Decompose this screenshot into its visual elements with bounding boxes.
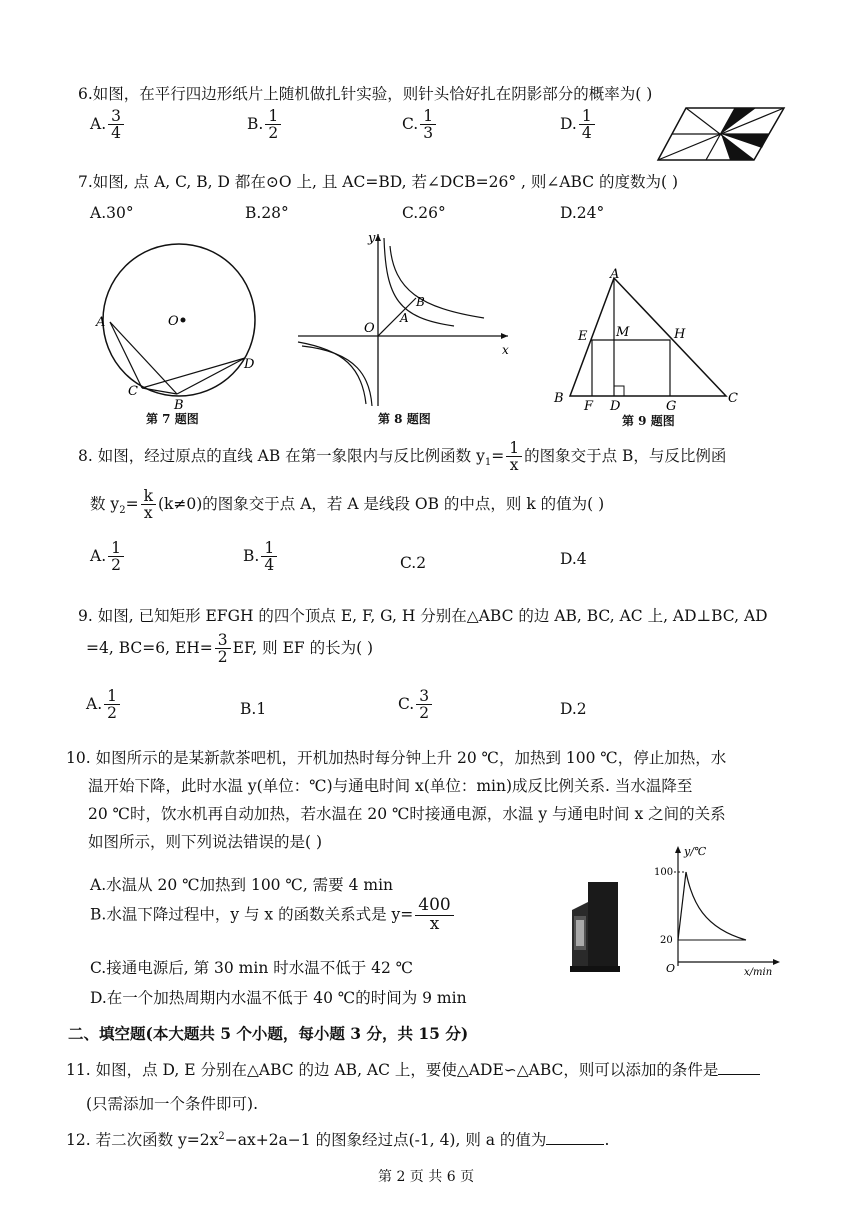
- q6-option-d: D. $\frac{1}{4}$: [560, 108, 597, 142]
- q6-stem: 6.如图，在平行四边形纸片上随机做扎针实验，则针头恰好扎在阴影部分的概率为( ): [78, 85, 653, 103]
- fig8-hyperbola-diagram: [294, 228, 516, 410]
- page-footer: 第 2 页 共 6 页: [378, 1169, 475, 1185]
- q9-line1: 9. 如图, 已知矩形 EFGH 的四个顶点 E, F, G, H 分别在△ABC 的边 AB, BC, AC 上, AD⊥BC, AD: [78, 607, 768, 625]
- q11-line1: 11. 如图，点 D, E 分别在△ABC 的边 AB, AC 上，要使△ADE∽△ABC，则可以添加的条件是: [66, 1058, 760, 1080]
- q10-option-b: B.水温下降过程中，y 与 x 的函数关系式是 y= $\frac{400}{x}$: [90, 897, 456, 934]
- q9-option-c: C. $\frac{3}{2}$: [398, 688, 434, 722]
- q8-line2: 数 $y_2=$ $\frac{k}{x}$ (k≠0)的图象交于点 A，若 A 是线段 OB 的中点，则 k 的值为( ): [90, 487, 605, 523]
- fig7-label-b: B: [174, 398, 184, 413]
- q9-line2: =4, BC=6, EH= $\frac{3}{2}$ EF, 则 EF 的长为( ): [86, 631, 374, 667]
- q10-line1: 10. 如图所示的是某新款茶吧机，开机加热时每分钟上升 20 ℃，加热到 100 ℃，停止加热，水: [66, 749, 727, 767]
- fig9-label-b: B: [554, 391, 564, 406]
- fig7-circle-diagram: [92, 236, 272, 426]
- fig8-label-b: B: [416, 295, 425, 309]
- q10-option-a: A.水温从 20 ℃加热到 100 ℃, 需要 4 min: [90, 876, 394, 894]
- fig9-label-e: E: [578, 329, 588, 344]
- q8-option-c: C.2: [400, 554, 427, 572]
- fig10-tick-20: 20: [660, 935, 673, 946]
- fig7-label-a: A: [96, 315, 106, 330]
- fig7-label-d: D: [244, 357, 255, 372]
- fig8-caption: 第 8 题图: [378, 412, 431, 426]
- q10-option-d: D.在一个加热周期内水温不低于 40 ℃的时间为 9 min: [90, 989, 467, 1007]
- q11-answer-blank[interactable]: [718, 1074, 760, 1075]
- fig7-label-c: C: [128, 384, 138, 399]
- tea-machine-image: [566, 880, 622, 974]
- q6-option-a: A. $\frac{3}{4}$: [90, 108, 126, 142]
- q7-stem: 7.如图, 点 A, C, B, D 都在⊙O 上, 且 AC=BD, 若∠DCB=26° , 则∠ABC 的度数为( ): [78, 173, 679, 191]
- fig9-label-d: D: [610, 399, 621, 412]
- q8-line1: 8. 如图，经过原点的直线 AB 在第一象限内与反比例函数 $y_1=$ $\frac{1}{x}$ 的图象交于点 B，与反比例函: [78, 439, 727, 475]
- fig10-ylabel: y/℃: [684, 845, 707, 858]
- fig8-label-a: A: [400, 311, 409, 325]
- fig8-label-o: O: [364, 321, 375, 336]
- fig9-label-f: F: [584, 399, 594, 412]
- fig9-label-m: M: [616, 325, 630, 340]
- q11-line2: (只需添加一个条件即可).: [86, 1095, 259, 1113]
- fig7-caption: 第 7 题图: [146, 412, 199, 426]
- q10-line3: 20 ℃时，饮水机再自动加热，若水温在 20 ℃时接通电源，水温 y 与通电时间 x 之间的关系: [88, 805, 726, 823]
- q9-option-d: D.2: [560, 700, 587, 718]
- fig10-origin: O: [666, 962, 676, 975]
- q6-parallelogram-figure: [656, 104, 788, 164]
- fig9-label-h: H: [674, 327, 686, 342]
- q7-option-d: D.24°: [560, 204, 605, 222]
- section2-title: 二、填空题(本大题共 5 个小题，每小题 3 分，共 15 分): [68, 1024, 469, 1043]
- fig8-label-y: y: [368, 231, 376, 246]
- q10-line4: 如图所示，则下列说法错误的是( ): [88, 833, 323, 851]
- q9-option-a: A. $\frac{1}{2}$: [86, 688, 122, 722]
- q6-option-c: C. $\frac{1}{3}$: [402, 108, 438, 142]
- fig9-triangle-diagram: [550, 266, 744, 412]
- q7-option-c: C.26°: [402, 204, 446, 222]
- q7-option-b: B.28°: [245, 204, 289, 222]
- q7-option-a: A.30°: [90, 204, 134, 222]
- fig10-xlabel: x/min: [744, 967, 773, 978]
- q6-option-b: B. $\frac{1}{2}$: [247, 108, 283, 142]
- q12-answer-blank[interactable]: [546, 1144, 604, 1145]
- fig10-tick-100: 100: [654, 867, 674, 878]
- fig7-label-o: O: [168, 314, 179, 329]
- fig9-label-g: G: [666, 399, 677, 412]
- q8-option-d: D.4: [560, 550, 587, 568]
- fig10-temperature-graph: [652, 842, 788, 978]
- q8-option-b: B. $\frac{1}{4}$: [243, 540, 279, 574]
- fig9-label-a: A: [610, 267, 620, 282]
- q9-option-b: B.1: [240, 700, 267, 718]
- q8-option-a: A. $\frac{1}{2}$: [90, 540, 126, 574]
- q10-option-c: C.接通电源后, 第 30 min 时水温不低于 42 ℃: [90, 959, 414, 977]
- fig8-label-x: x: [502, 343, 509, 357]
- fig9-label-c: C: [728, 391, 738, 406]
- fig9-caption: 第 9 题图: [622, 414, 675, 428]
- q12-line: 12. 若二次函数 $y=2x^2-ax+2a-1$ 的图象经过点(-1, 4), 则 a 的值为 .: [66, 1130, 610, 1149]
- q10-line2: 温开始下降，此时水温 y(单位：℃)与通电时间 x(单位：min)成反比例关系. 当水温降至: [88, 777, 693, 795]
